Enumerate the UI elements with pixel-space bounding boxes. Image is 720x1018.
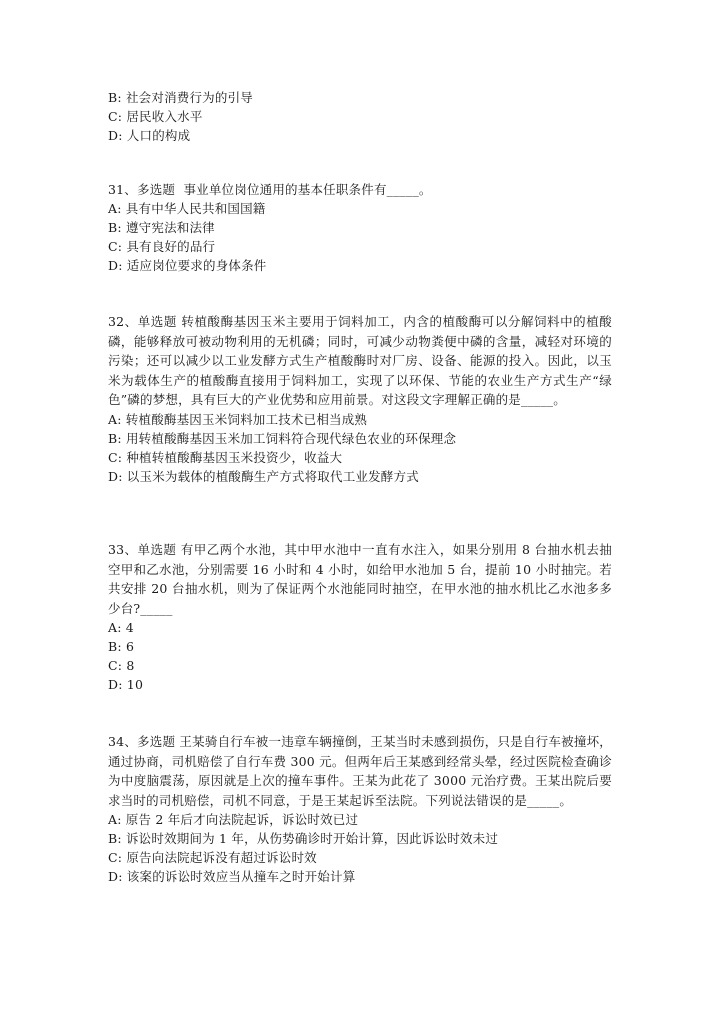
question-stem: 34、多选题 王某骑自行车被一违章车辆撞倒，王某当时未感到损伤，只是自行车被撞坏，通过协商，司机赔偿了自行车费 300 元。但两年后王某感到经常头晕，经过医院检查确诊为中度脑震荡，原因就是上次的撞车事件。王某为此花了 3000 元治疗费。王某出院后要求当时的司机赔偿，司机不同意，于是王某起诉至法院。下列说法错误的是_____。 [108,734,612,808]
option-b: B: 6 [108,639,135,654]
question-33 [108,540,612,694]
option-b: B: 用转植酸酶基因玉米加工饲料符合现代绿色农业的环保理念 [108,430,457,446]
option-c: C: 种植转植酸酶基因玉米投资少，收益大 [108,449,343,465]
option-c: C: 8 [108,658,135,673]
option-d: D: 10 [108,677,144,692]
question-31 [108,180,612,275]
option-d: D: 适应岗位要求的身体条件 [108,258,267,273]
option-a: A: 4 [108,620,134,635]
option-d: D: 人口的构成 [108,128,191,143]
question-stem: 31、多选题 事业单位岗位通用的基本任职条件有_____。 [108,182,432,197]
option-c: C: 居民收入水平 [108,109,203,124]
option-b: B: 遵守宪法和法律 [108,220,215,235]
option-a: A: 原告 2 年后才向法院起诉，诉讼时效已过 [108,812,359,827]
option-c: C: 具有良好的品行 [108,239,216,254]
question-32 [108,312,612,486]
question-stem: 32、单选题 转植酸酶基因玉米主要用于饲料加工，内含的植酸酶可以分解饲料中的植酸磷，能够释放可被动物利用的无机磷；同时，可减少动物粪便中磷的含量，减轻对环境的污染；还可以减少以工业发酵方式生产植酸酶时对厂房、设备、能源的投入。因此，以玉米为载体生产的植酸酶直接用于饲料加工，实现了以环保、节能的农业生产方式生产“绿色”磷的梦想，具有巨大的产业优势和应用前景。对这段文字理解正确的是_____。 [108,314,612,407]
option-b: B: 诉讼时效期间为 1 年，从伤势确诊时开始计算，因此诉讼时效未过 [108,831,499,846]
question-stem: 33、单选题 有甲乙两个水池，其中甲水池中一直有水注入，如果分别用 8 台抽水机去抽空甲和乙水池，分别需要 16 小时和 4 小时，如给甲水池加 5 台，提前 10 小时抽完。若共安排 20 台抽水机，则为了保证两个水池能同时抽空，在甲水池的抽水机比乙水池多多少台?_____ [108,542,612,616]
question-30-options [108,88,612,145]
option-a: A: 转植酸酶基因玉米饲料加工技术已相当成熟 [108,411,368,427]
option-c: C: 原告向法院起诉没有超过诉讼时效 [108,850,317,865]
option-d: D: 以玉米为载体的植酸酶生产方式将取代工业发酵方式 [108,468,419,484]
question-34 [108,732,612,886]
option-b: B: 社会对消费行为的引导 [108,90,253,105]
option-d: D: 该案的诉讼时效应当从撞车之时开始计算 [108,869,356,884]
option-a: A: 具有中华人民共和国国籍 [108,201,266,216]
